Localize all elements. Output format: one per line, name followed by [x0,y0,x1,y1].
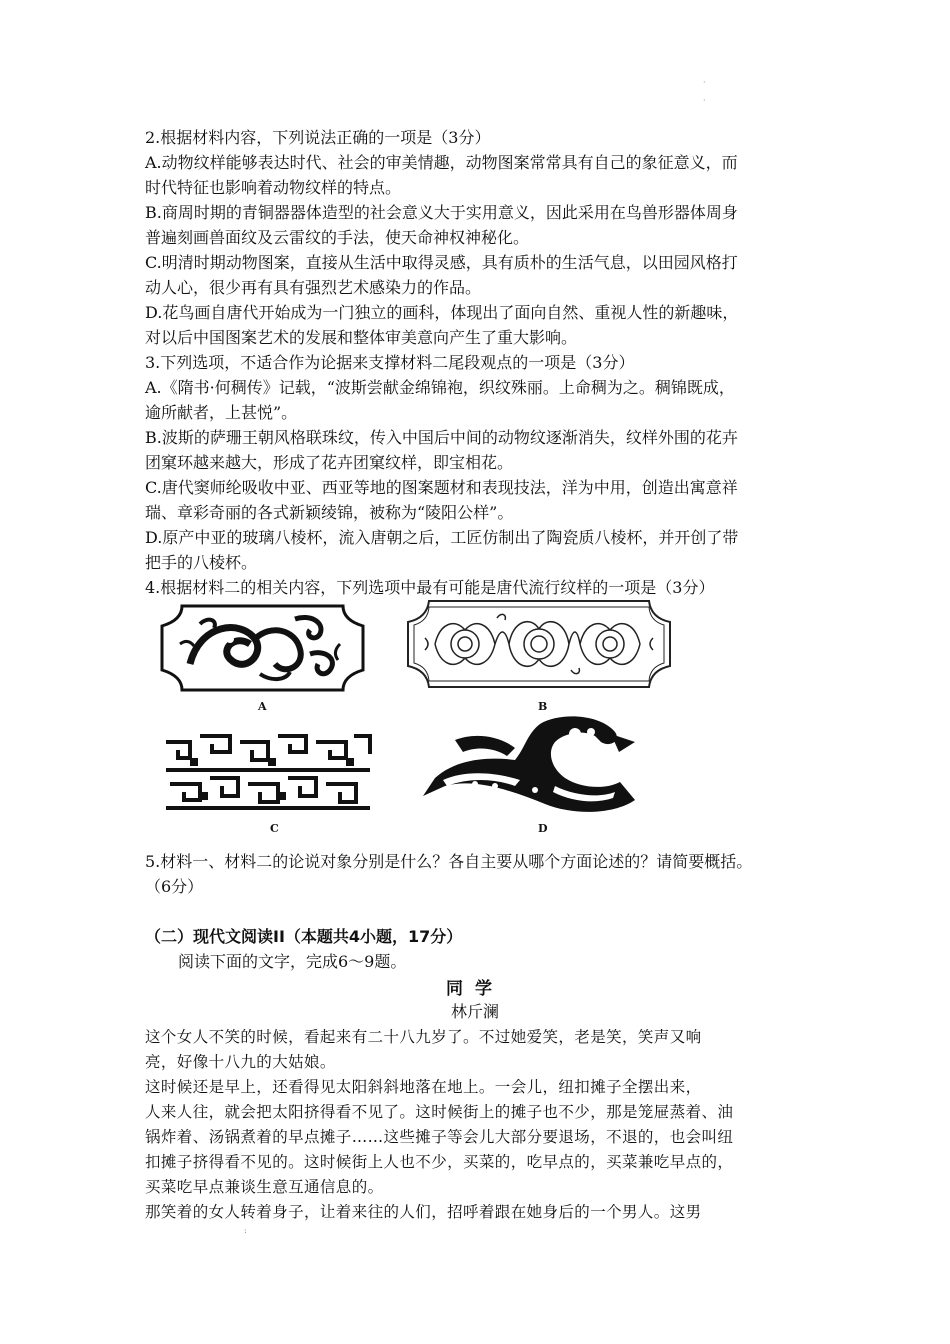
paragraph-line: 人来人往，就会把太阳挤得看不见了。这时候街上的摊子也不少，那是笼屉蒸着、油 [145,1103,734,1121]
q2-option-a: A.动物纹样能够表达时代、社会的审美情趣，动物图案常常具有自己的象征意义，而 [145,153,738,172]
q3-option-a-cont: 逾所献者，上甚悦”。 [145,403,298,422]
pattern-a-label: A [258,700,267,713]
paragraph-line: 锅炸着、汤锅煮着的早点摊子……这些摊子等会儿大部分要退场，不退的，也会叫纽 [145,1128,734,1146]
section-heading: （二）现代文阅读II（本题共4小题，17分） [145,927,463,946]
q2-option-d: D.花鸟画自唐代开始成为一门独立的画科，体现出了面向自然、重视人性的新趣味， [145,303,739,322]
paragraph-line: 这时候还是早上，还看得见太阳斜斜地落在地上。一会儿，纽扣摊子全摆出来， [145,1078,702,1096]
pattern-c-label: C [270,822,279,835]
paragraph-line: 那笑着的女人转着身子，让着来往的人们，招呼着跟在她身后的一个男人。这男 [145,1203,702,1221]
q3-option-b: B.波斯的萨珊王朝风格联珠纹，传入中国后中间的动物纹逐渐消失，纹样外围的花卉 [145,428,738,447]
speck: · [703,78,706,87]
pattern-d-label: D [538,822,548,835]
q2-option-b: B.商周时期的青铜器器体造型的社会意义大于实用意义，因此采用在鸟兽形器体周身 [145,203,738,222]
q3-option-d-cont: 把手的八棱杯。 [145,553,258,572]
q2-option-a-cont: 时代特征也影响着动物纹样的特点。 [145,178,402,197]
paragraph-line: 亮，好像十八九的大姑娘。 [145,1053,336,1071]
paragraph-line: 这个女人不笑的时候，看起来有二十八九岁了。不过她爱笑，老是笑，笑声又响 [145,1028,702,1046]
q3-option-b-cont: 团窠环越来越大，形成了花卉团窠纹样，即宝相花。 [145,453,514,472]
reading-instruction: 阅读下面的文字，完成6～9题。 [178,952,407,971]
q3-stem: 3.下列选项，不适合作为论据来支撑材料二尾段观点的一项是（3分） [145,353,635,372]
pattern-c-geometric-image [160,730,375,812]
q2-stem: 2.根据材料内容，下列说法正确的一项是（3分） [145,128,491,147]
speck: : [244,1226,247,1235]
story-title: 同学 [446,979,504,999]
q2-option-c-cont: 动人心，很少再有具有强烈艺术感染力的作品。 [145,278,482,297]
paragraph-line: 扣摊子挤得看不见的。这时候街上人也不少，买菜的，吃早点的，买菜兼吃早点的， [145,1153,734,1171]
q2-option-d-cont: 对以后中国图案艺术的发展和整体审美意向产生了重大影响。 [145,328,578,347]
q5-points: （6分） [145,877,204,896]
q3-option-a: A.《隋书·何稠传》记载，“波斯尝献金绵锦袍，织纹殊丽。上命稠为之。稠锦既成， [145,378,735,397]
speck: · [703,96,706,105]
q2-option-c: C.明清时期动物图案，直接从生活中取得灵感，具有质朴的生活气息，以田园风格打 [145,253,738,272]
pattern-d-bird-image [415,712,645,822]
paragraph-line: 买菜吃早点兼谈生意互通信息的。 [145,1178,384,1196]
pattern-a-dragon-image [160,604,365,692]
q5-stem: 5.材料一、材料二的论说对象分别是什么？各自主要从哪个方面论述的？请简要概括。 [145,852,753,871]
q3-option-c: C.唐代窦师纶吸收中亚、西亚等地的图案题材和表现技法，洋为中用，创造出寓意祥 [145,478,738,497]
q3-option-c-cont: 瑞、章彩奇丽的各式新颖绫锦，被称为“陵阳公样”。 [145,503,514,522]
story-author: 林斤澜 [450,1002,499,1021]
pattern-b-floral-image [405,598,673,690]
q3-option-d: D.原产中亚的玻璃八棱杯，流入唐朝之后，工匠仿制出了陶瓷质八棱杯，并开创了带 [145,528,739,547]
pattern-b-label: B [538,700,548,713]
q4-stem: 4.根据材料二的相关内容，下列选项中最有可能是唐代流行纹样的一项是（3分） [145,578,715,597]
q2-option-b-cont: 普遍刻画兽面纹及云雷纹的手法，使天命神权神秘化。 [145,228,530,247]
